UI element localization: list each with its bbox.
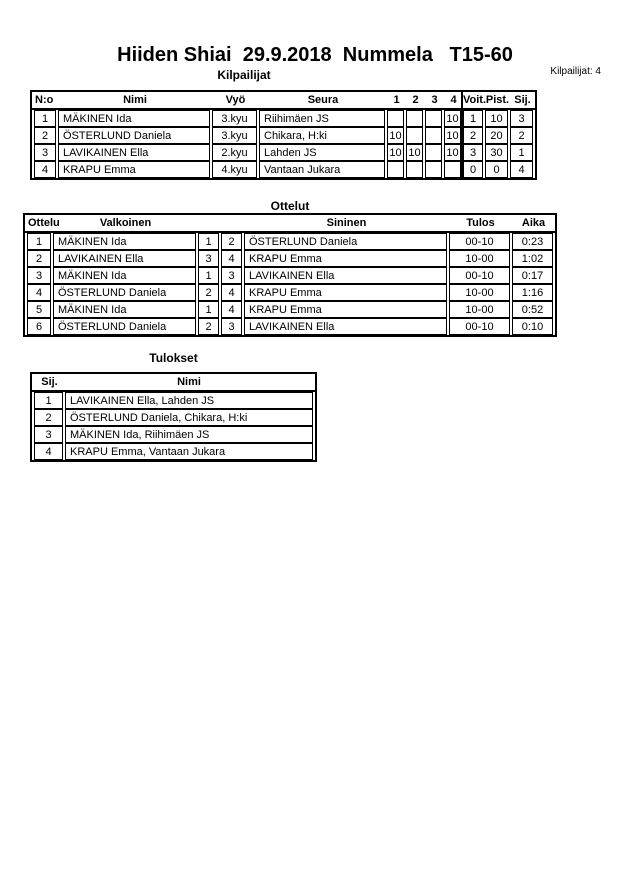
competitor-wins: 3	[463, 144, 483, 161]
match-time: 0:52	[512, 301, 553, 318]
white-competitor: LAVIKAINEN Ella	[53, 250, 196, 267]
white-competitor: ÖSTERLUND Daniela	[53, 318, 196, 335]
match-time: 1:02	[512, 250, 553, 267]
match-result: 10-00	[449, 301, 510, 318]
score-vs-1: 10	[387, 144, 404, 161]
score-vs-2	[406, 110, 423, 127]
result-name: MÄKINEN Ida, Riihimäen JS	[65, 426, 313, 443]
white-competitor: ÖSTERLUND Daniela	[53, 284, 196, 301]
white-competitor: MÄKINEN Ida	[53, 233, 196, 250]
competitor-points: 20	[485, 127, 508, 144]
result-name: KRAPU Emma, Vantaan Jukara	[65, 443, 313, 460]
col-header-no: N:o	[35, 94, 54, 106]
score-vs-2	[406, 127, 423, 144]
competitor-belt: 2.kyu	[212, 144, 257, 161]
white-competitor-no: 3	[198, 250, 219, 267]
blue-competitor: KRAPU Emma	[244, 250, 447, 267]
table-row	[34, 426, 313, 443]
score-vs-3	[425, 110, 442, 127]
white-competitor-no: 1	[198, 267, 219, 284]
table-row	[27, 318, 553, 335]
match-time: 1:16	[512, 284, 553, 301]
matches-table-body	[25, 233, 555, 335]
col-header-points: Pist.	[485, 94, 510, 106]
match-result: 10-00	[449, 250, 510, 267]
white-competitor: MÄKINEN Ida	[53, 301, 196, 318]
match-time: 0:23	[512, 233, 553, 250]
col-header-belt: Vyö	[225, 94, 246, 106]
result-place: 2	[34, 409, 63, 426]
competitor-belt: 3.kyu	[212, 127, 257, 144]
blue-competitor: LAVIKAINEN Ella	[244, 318, 447, 335]
result-name: ÖSTERLUND Daniela, Chikara, H:ki	[65, 409, 313, 426]
competitor-name: LAVIKAINEN Ella	[58, 144, 210, 161]
competitor-wins: 0	[463, 161, 483, 178]
col-header-club: Seura	[307, 94, 339, 106]
white-competitor: MÄKINEN Ida	[53, 267, 196, 284]
white-competitor-no: 2	[198, 284, 219, 301]
col-header-place: Sij.	[41, 376, 58, 388]
col-header-opp3: 3	[431, 94, 438, 106]
results-table-header	[32, 374, 315, 392]
competitor-place: 3	[510, 110, 533, 127]
col-header-name: Nimi	[123, 94, 147, 106]
blue-competitor-no: 3	[221, 267, 242, 284]
blue-competitor: KRAPU Emma	[244, 284, 447, 301]
score-vs-3	[425, 127, 442, 144]
white-competitor-no: 2	[198, 318, 219, 335]
col-header-place: Sij.	[514, 94, 531, 106]
competitor-wins: 1	[463, 110, 483, 127]
table-row	[34, 409, 313, 426]
results-table-body	[32, 392, 315, 460]
group-divider-line	[461, 92, 463, 178]
score-vs-4: 10	[444, 144, 461, 161]
results-section-title: Tulokset	[149, 351, 198, 365]
result-place: 3	[34, 426, 63, 443]
match-no: 4	[27, 284, 51, 301]
blue-competitor-no: 3	[221, 318, 242, 335]
table-row	[27, 250, 553, 267]
col-header-white: Valkoinen	[99, 217, 152, 229]
col-header-time: Aika	[521, 217, 546, 229]
table-row	[27, 233, 553, 250]
table-row	[34, 144, 533, 161]
competitor-place: 1	[510, 144, 533, 161]
table-row	[34, 127, 533, 144]
match-header-spacer	[221, 215, 244, 231]
match-result: 00-10	[449, 318, 510, 335]
col-header-result: Tulos	[466, 217, 495, 229]
competitor-place: 2	[510, 127, 533, 144]
score-vs-1: 10	[387, 127, 404, 144]
match-result: 10-00	[449, 284, 510, 301]
table-row	[34, 443, 313, 460]
col-header-opp2: 2	[412, 94, 419, 106]
blue-competitor: KRAPU Emma	[244, 301, 447, 318]
score-vs-1	[387, 110, 404, 127]
score-vs-2: 10	[406, 144, 423, 161]
score-vs-4: 10	[444, 110, 461, 127]
table-row	[27, 284, 553, 301]
matches-table-header	[25, 215, 555, 233]
competitors-count: Kilpailijat: 4	[550, 66, 601, 77]
blue-competitor-no: 4	[221, 284, 242, 301]
competitors-section-title: Kilpailijat	[217, 68, 271, 82]
score-vs-3	[425, 161, 442, 178]
page-title: Hiiden Shiai 29.9.2018 Nummela T15-60	[117, 44, 513, 66]
competitors-table-header	[32, 92, 535, 110]
competitor-points: 10	[485, 110, 508, 127]
col-header-opp4: 4	[450, 94, 457, 106]
match-no: 6	[27, 318, 51, 335]
matches-section-title: Ottelut	[270, 199, 310, 213]
competitor-belt: 3.kyu	[212, 110, 257, 127]
competitor-wins: 2	[463, 127, 483, 144]
match-no: 5	[27, 301, 51, 318]
match-no: 3	[27, 267, 51, 284]
competitor-club: Lahden JS	[259, 144, 385, 161]
match-result: 00-10	[449, 233, 510, 250]
competitors-table-body	[32, 110, 535, 178]
result-name: LAVIKAINEN Ella, Lahden JS	[65, 392, 313, 409]
competitor-points: 30	[485, 144, 508, 161]
blue-competitor-no: 2	[221, 233, 242, 250]
competitor-club: Riihimäen JS	[259, 110, 385, 127]
score-vs-3	[425, 144, 442, 161]
table-row	[34, 392, 313, 409]
blue-competitor: LAVIKAINEN Ella	[244, 267, 447, 284]
table-row	[27, 301, 553, 318]
competitor-name: ÖSTERLUND Daniela	[58, 127, 210, 144]
competitor-belt: 4.kyu	[212, 161, 257, 178]
white-competitor-no: 1	[198, 301, 219, 318]
score-vs-4	[444, 161, 461, 178]
table-row	[34, 161, 533, 178]
score-vs-2	[406, 161, 423, 178]
result-place: 4	[34, 443, 63, 460]
competitors-table	[30, 90, 537, 180]
competitor-club: Chikara, H:ki	[259, 127, 385, 144]
col-header-match: Ottelu	[28, 217, 60, 229]
table-row	[34, 110, 533, 127]
match-header-spacer	[198, 215, 221, 231]
blue-competitor-no: 4	[221, 301, 242, 318]
competitor-name: KRAPU Emma	[58, 161, 210, 178]
match-no: 2	[27, 250, 51, 267]
col-header-name: Nimi	[177, 376, 201, 388]
competitor-club: Vantaan Jukara	[259, 161, 385, 178]
competitor-place: 4	[510, 161, 533, 178]
score-vs-4: 10	[444, 127, 461, 144]
competitor-no: 3	[34, 144, 56, 161]
match-time: 0:17	[512, 267, 553, 284]
competitor-no: 1	[34, 110, 56, 127]
competitor-points: 0	[485, 161, 508, 178]
blue-competitor: ÖSTERLUND Daniela	[244, 233, 447, 250]
matches-table	[23, 213, 557, 337]
score-vs-1	[387, 161, 404, 178]
result-place: 1	[34, 392, 63, 409]
match-time: 0:10	[512, 318, 553, 335]
results-table	[30, 372, 317, 462]
competitor-no: 4	[34, 161, 56, 178]
competitor-no: 2	[34, 127, 56, 144]
col-header-opp1: 1	[393, 94, 400, 106]
competitor-name: MÄKINEN Ida	[58, 110, 210, 127]
blue-competitor-no: 4	[221, 250, 242, 267]
match-no: 1	[27, 233, 51, 250]
col-header-wins: Voit.	[463, 94, 487, 106]
white-competitor-no: 1	[198, 233, 219, 250]
match-result: 00-10	[449, 267, 510, 284]
col-header-blue: Sininen	[326, 217, 367, 229]
table-row	[27, 267, 553, 284]
